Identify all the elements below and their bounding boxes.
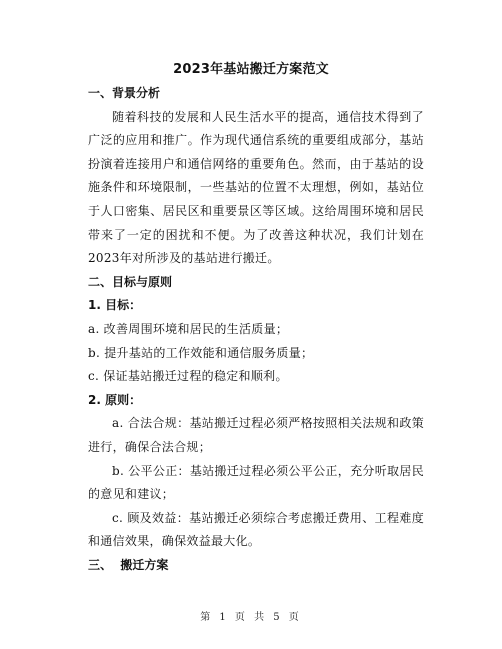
background-paragraph: 随着科技的发展和人民生活水平的提高，通信技术得到了广泛的应用和推广。作为现代通信系统的重要组成部分，基站扮演着连接用户和通信网络的重要角色。然而，由于基站的设施条件和环境限制，一些基站的位置不太理想，例如，基站位于人口密集、居民区和重要景区等区域。这给周围环境和居民带来了一定的困扰和不便。为了改善这种状况，我们计划在2023年对所涉及的基站进行搬迁。 — [88, 109, 424, 266]
subheading-goals: 1. 目标： — [88, 298, 142, 313]
section-heading-goals: 二、目标与原则 — [88, 274, 173, 289]
goal-item-a: a. 改善周围环境和居民的生活质量； — [88, 321, 289, 336]
goal-item-c: c. 保证基站搬迁过程的稳定和顺利。 — [88, 369, 288, 384]
principle-item-a: a. 合法合规：基站搬迁过程必须严格按照相关法规和政策进行，确保合法合规； — [88, 416, 424, 454]
section-heading-plan: 三、 搬迁方案 — [88, 557, 169, 572]
principle-item-b: b. 公平公正：基站搬迁过程必须公平公正，充分听取居民的意见和建议； — [88, 463, 424, 502]
goal-item-b: b. 提升基站的工作效能和通信服务质量； — [88, 345, 314, 360]
subheading-principles: 2. 原则： — [88, 392, 142, 407]
page-footer: 第 1 页 共 5 页 — [200, 612, 302, 623]
section-heading-background: 一、背景分析 — [88, 86, 161, 100]
document-title: 2023年基站搬迁方案范文 — [173, 62, 329, 77]
document-body — [88, 82, 424, 577]
principle-item-c: c. 顾及效益：基站搬迁必须综合考虑搬迁费用、工程难度和通信效果，确保效益最大化。 — [88, 510, 424, 549]
